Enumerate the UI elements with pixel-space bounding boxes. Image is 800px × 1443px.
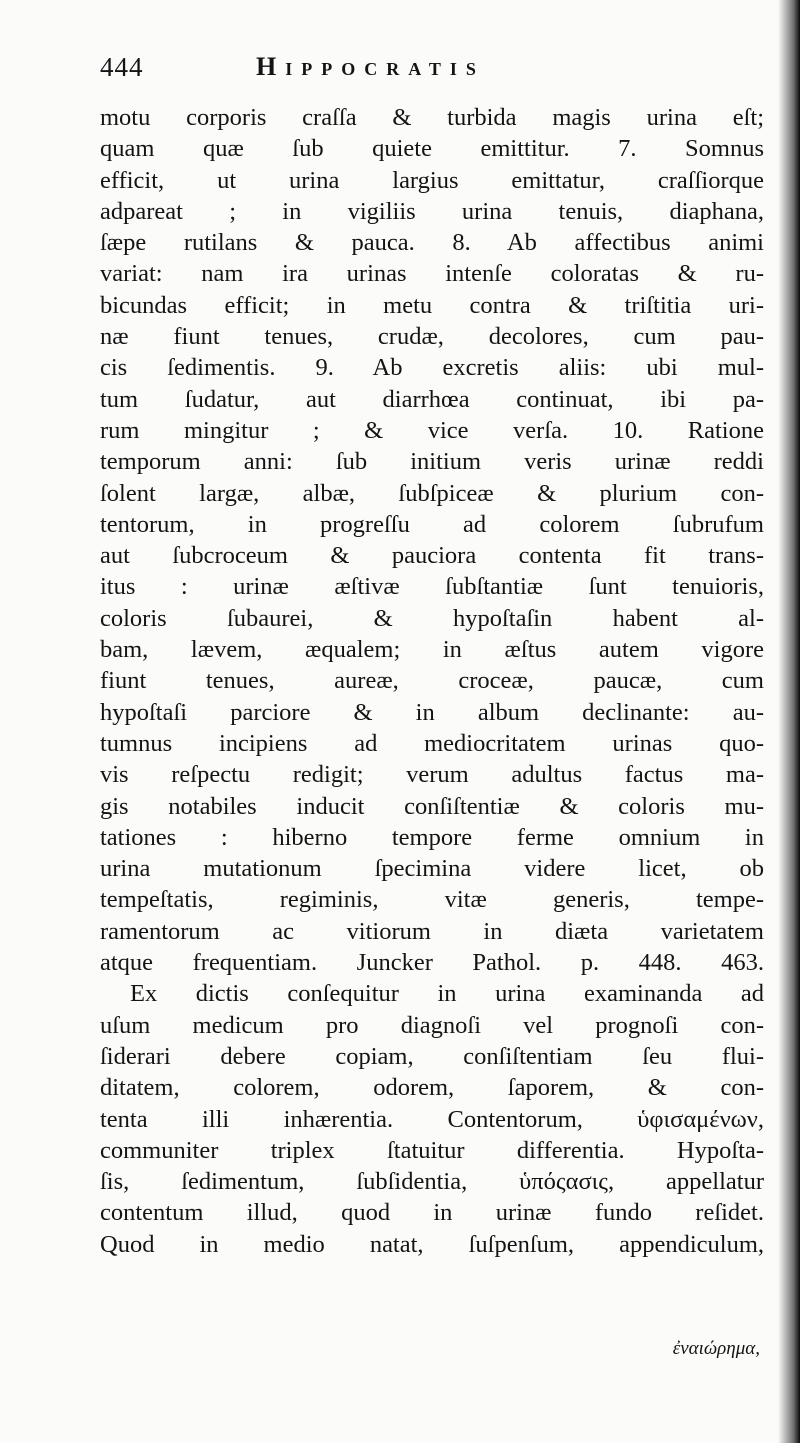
page-number: 444	[100, 52, 144, 82]
text-line: coloris ſubaurei, & hypoſtaſin habent al-	[100, 604, 764, 632]
text-line: variat: nam ira urinas intenſe coloratas & ru-	[100, 260, 764, 288]
text-line: rum mingitur ; & vice verſa. 10. Ratione	[100, 416, 764, 444]
text-line: quam quæ ſub quiete emittitur. 7. Somnus	[100, 135, 764, 163]
text-line: atque frequentiam. Juncker Pathol. p. 448. 463.	[100, 949, 764, 977]
running-head	[100, 52, 760, 92]
text-line: Ex dictis conſequitur in urina examinanda ad	[130, 980, 764, 1008]
text-line: ſiderari debere copiam, conſiſtentiam ſeu flui-	[100, 1042, 764, 1070]
text-line: contentum illud, quod in urinæ fundo reſidet.	[100, 1199, 764, 1227]
text-line: ſis, ſedimentum, ſubſidentia, ὑπόςασις, appellatur	[100, 1168, 764, 1196]
text-line: tenta illi inhærentia. Contentorum, ὑφισαμένων,	[100, 1105, 764, 1133]
text-line: itus : urinæ æſtivæ ſubſtantiæ ſunt tenuioris,	[100, 573, 764, 601]
text-line: Quod in medio natat, ſuſpenſum, appendiculum,	[100, 1230, 764, 1258]
text-line: tempeſtatis, regiminis, vitæ generis, tempe-	[100, 886, 764, 914]
text-line: ditatem, colorem, odorem, ſaporem, & con-	[100, 1074, 764, 1102]
text-line: bam, lævem, æqualem; in æſtus autem vigore	[100, 636, 764, 664]
text-line: ramentorum ac vitiorum in diæta varietatem	[100, 917, 764, 945]
text-line: motu corporis craſſa & turbida magis urina eſt;	[100, 104, 764, 131]
text-line: fiunt tenues, aureæ, croceæ, paucæ, cum	[100, 667, 764, 695]
text-line: ſæpe rutilans & pauca. 8. Ab affectibus animi	[100, 229, 764, 257]
text-line: næ fiunt tenues, crudæ, decolores, cum pau-	[100, 323, 764, 351]
page-gutter-shadow	[778, 0, 800, 1443]
text-line: tum ſudatur, aut diarrhœa continuat, ibi pa-	[100, 385, 764, 413]
catchword: ἐναιώρημα,	[672, 1338, 760, 1359]
text-line: vis reſpectu redigit; verum adultus factus ma-	[100, 761, 764, 789]
text-line: efficit, ut urina largius emittatur, craſſiorque	[100, 166, 764, 194]
text-line: temporum anni: ſub initium veris urinæ reddi	[100, 448, 764, 476]
text-line: gis notabiles inducit conſiſtentiæ & coloris mu-	[100, 792, 764, 820]
text-line: cis ſedimentis. 9. Ab excretis aliis: ubi mul-	[100, 354, 764, 382]
text-line: aut ſubcroceum & pauciora contenta fit trans-	[100, 542, 764, 570]
body-text	[100, 102, 764, 1260]
text-line: urina mutationum ſpecimina videre licet, ob	[100, 855, 764, 883]
text-line: adpareat ; in vigiliis urina tenuis, diaphana,	[100, 197, 764, 225]
text-line: tumnus incipiens ad mediocritatem urinas quo-	[100, 729, 764, 757]
text-line: hypoſtaſi parciore & in album declinante: au-	[100, 698, 764, 726]
text-line: bicundas efficit; in metu contra & triſtitia uri-	[100, 291, 764, 319]
text-line: tentorum, in progreſſu ad colorem ſubrufum	[100, 510, 764, 538]
text-line: ſolent largæ, albæ, ſubſpiceæ & plurium con-	[100, 479, 764, 507]
text-line: tationes : hiberno tempore ferme omnium in	[100, 823, 764, 851]
text-line: communiter triplex ſtatuitur differentia. Hypoſta-	[100, 1136, 764, 1164]
running-title: Hippocratis	[256, 52, 485, 81]
text-line: uſum medicum pro diagnoſi vel prognoſi con-	[100, 1011, 764, 1039]
